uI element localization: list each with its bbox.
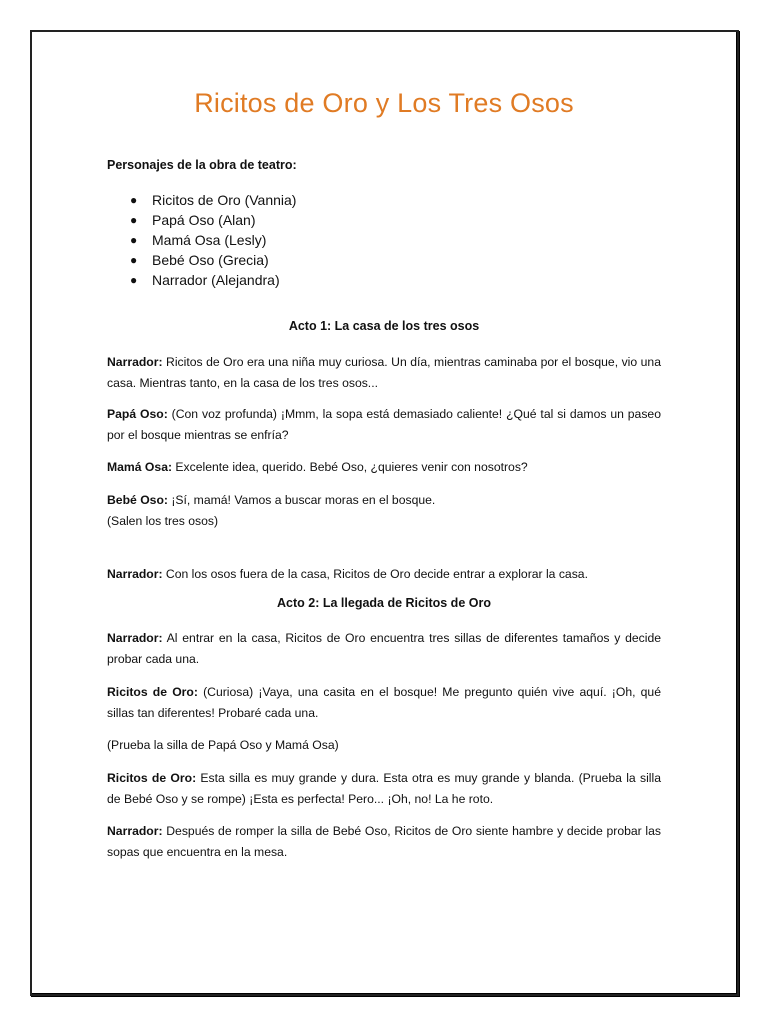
speaker-label: Papá Oso: [107,407,168,421]
dialogue-line [107,564,661,585]
characters-heading: Personajes de la obra de teatro: [107,158,297,172]
act2-heading: Acto 2: La llegada de Ricitos de Oro [277,596,491,610]
speaker-label: Narrador: [107,824,163,838]
list-item: ● Mamá Osa (Lesly) [130,232,267,248]
bullet-icon: ● [130,233,138,247]
bullet-icon: ● [130,213,138,227]
dialogue-line [107,628,661,670]
line-text: Al entrar en la casa, Ricitos de Oro encuentra tres sillas de diferentes tamaños y decide probar cada una. [107,631,661,666]
dialogue-line [107,490,661,532]
line-text: Esta silla es muy grande y dura. Esta otra es muy grande y blanda. (Prueba la silla de Bebé Oso y se rompe) ¡Esta es perfecta! Pero... ¡Oh, no! La he roto. [107,771,661,806]
stage-direction [107,735,661,756]
speaker-label: Narrador: [107,631,163,645]
speaker-label: Bebé Oso: [107,493,168,507]
speaker-label: Narrador: [107,567,163,581]
act1-heading: Acto 1: La casa de los tres osos [288,319,480,333]
speaker-label: Narrador: [107,355,163,369]
list-item: ● Narrador (Alejandra) [130,272,280,288]
bullet-icon: ● [130,193,138,207]
dialogue-line [107,682,661,724]
line-text: (Prueba la silla de Papá Oso y Mamá Osa) [107,738,339,752]
dialogue-line [107,404,661,446]
line-text: (Curiosa) ¡Vaya, una casita en el bosque! Me pregunto quién vive aquí. ¡Oh, qué sillas tan diferentes! Probaré cada una. [107,685,661,720]
characters-list [130,190,296,290]
dialogue-line [107,821,661,863]
list-item: ● Papá Oso (Alan) [130,212,256,228]
dialogue-line [107,352,661,394]
line-text: Con los osos fuera de la casa, Ricitos de Oro decide entrar a explorar la casa. [162,567,588,581]
document-title: Ricitos de Oro y Los Tres Osos [194,88,574,118]
line-text: Después de romper la silla de Bebé Oso, Ricitos de Oro siente hambre y decide probar las sopas que encuentra en la mesa. [107,824,661,859]
bullet-icon: ● [130,253,138,267]
dialogue-line [107,457,661,478]
line-text: ¡Sí, mamá! Vamos a buscar moras en el bosque. [167,493,436,507]
line-text: Excelente idea, querido. Bebé Oso, ¿quieres venir con nosotros? [172,460,528,474]
list-item: ● Bebé Oso (Grecia) [130,252,269,268]
list-item: ● Ricitos de Oro (Vannia) [130,192,297,208]
speaker-label: Ricitos de Oro: [107,685,198,699]
bullet-icon: ● [130,273,138,287]
stage-direction: (Salen los tres osos) [107,514,219,528]
speaker-label: Ricitos de Oro: [107,771,197,785]
speaker-label: Mamá Osa: [107,460,173,474]
dialogue-line [107,768,661,810]
line-text: Ricitos de Oro era una niña muy curiosa. Un día, mientras caminaba por el bosque, vio una casa. Mientras tanto, en la casa de los tres osos... [107,355,661,390]
line-text: (Con voz profunda) ¡Mmm, la sopa está demasiado caliente! ¿Qué tal si damos un paseo por el bosque mientras se enfría? [107,407,661,442]
